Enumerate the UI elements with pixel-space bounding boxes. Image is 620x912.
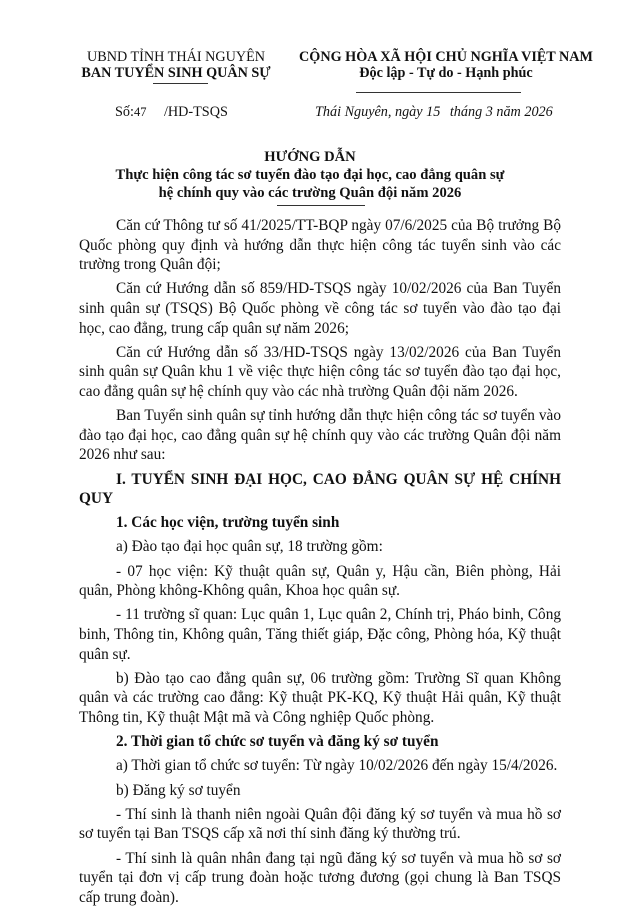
doc-number-value: 47 [133,105,147,119]
body-paragraph: Căn cứ Hướng dẫn số 859/HD-TSQS ngày 10/02/2026 của Ban Tuyển sinh quân sự (TSQS) Bộ Quốc phòng về công tác sơ tuyển vào đào tạo đại học, cao đẳng, trung cấp quân sự năm 2026; [79,280,561,337]
doc-number [115,103,228,121]
body-paragraph: - Thí sinh là quân nhân đang tại ngũ đăng ký sơ tuyển và mua hồ sơ sơ tuyển tại đơn vị cấp trung đoàn hoặc tương đương (gọi chung là Ban TSQS cấp trung đoàn). [79,849,561,906]
motto-underline [356,92,521,93]
section-heading: 2. Thời gian tổ chức sơ tuyển và đăng ký sơ tuyển [116,733,439,751]
body-paragraph: - 07 học viện: Kỹ thuật quân sự, Quân y, Hậu cần, Biên phòng, Hải quân, Phòng không-Không quân, Khoa học quân sự. [79,562,561,600]
section-heading: 1. Các học viện, trường tuyển sinh [116,514,340,532]
body-paragraph: b) Đăng ký sơ tuyển [116,781,241,799]
document-title-line-2: hệ chính quy vào các trường Quân đội năm 2026 [158,185,462,201]
body-paragraph: Ban Tuyển sinh quân sự tỉnh hướng dẫn thực hiện công tác sơ tuyển vào đào tạo đại học, cao đẳng quân sự hệ chính quy vào các trường Quân đội năm 2026 như sau: [79,407,561,464]
place-date-suffix: tháng 3 năm 2026 [449,104,553,120]
national-title: CỘNG HÒA XÃ HỘI CHỦ NGHĨA VIỆT NAM [299,49,593,65]
body-paragraph: - Thí sinh là thanh niên ngoài Quân đội đăng ký sơ tuyển và mua hồ sơ sơ tuyển tại Ban TSQS cấp xã nơi thí sinh đăng ký thường trú. [79,805,561,843]
agency-name: BAN TUYỂN SINH QUÂN SỰ [81,65,271,81]
body-paragraph: Căn cứ Thông tư số 41/2025/TT-BQP ngày 07/6/2025 của Bộ trưởng Bộ Quốc phòng quy định và hướng dẫn thực hiện công tác tuyển sinh vào các trường trong Quân đội; [79,217,561,274]
body-paragraph: - 11 trường sĩ quan: Lục quân 1, Lục quân 2, Chính trị, Pháo binh, Công binh, Thông tin, Không quân, Tăng thiết giáp, Đặc công, Phòng hóa, Kỹ thuật quân sự. [79,606,561,663]
body-paragraph: b) Đào tạo cao đẳng quân sự, 06 trường gồm: Trường Sĩ quan Không quân và các trường cao đẳng: Kỹ thuật PK-KQ, Kỹ thuật Hải quân, Kỹ thuật Thông tin, Kỹ thuật Mật mã và Công nghiệp Quốc phòng. [79,669,561,726]
document-body [79,216,561,912]
agency-underline [153,83,208,84]
date-day: 15 [426,104,441,120]
national-motto: Độc lập - Tự do - Hạnh phúc [359,65,533,81]
doc-number-suffix: /HD-TSQS [163,104,228,120]
agency-parent: UBND TỈNH THÁI NGUYÊN [87,49,265,65]
document-title-line-1: Thực hiện công tác sơ tuyển đào tạo đại học, cao đẳng quân sự [115,167,505,183]
body-paragraph: Căn cứ Hướng dẫn số 33/HD-TSQS ngày 13/02/2026 của Ban Tuyển sinh quân sự Quân khu 1 về việc thực hiện công tác sơ tuyển đào tạo đại học, cao đẳng quân sự hệ chính quy vào các nhà trường Quân đội năm 2026. [79,343,561,400]
section-heading: I. TUYỂN SINH ĐẠI HỌC, CAO ĐẲNG QUÂN SỰ HỆ CHÍNH QUY [79,470,561,508]
title-underline [277,205,365,206]
place-date-prefix: Thái Nguyên, ngày [315,104,427,120]
body-paragraph: a) Thời gian tổ chức sơ tuyển: Từ ngày 10/02/2026 đến ngày 15/4/2026. [116,757,558,775]
document-type: HƯỚNG DẪN [264,149,356,165]
body-paragraph: a) Đào tạo đại học quân sự, 18 trường gồm: [116,538,383,556]
place-date [315,103,553,121]
doc-number-prefix: Số: [115,104,134,120]
